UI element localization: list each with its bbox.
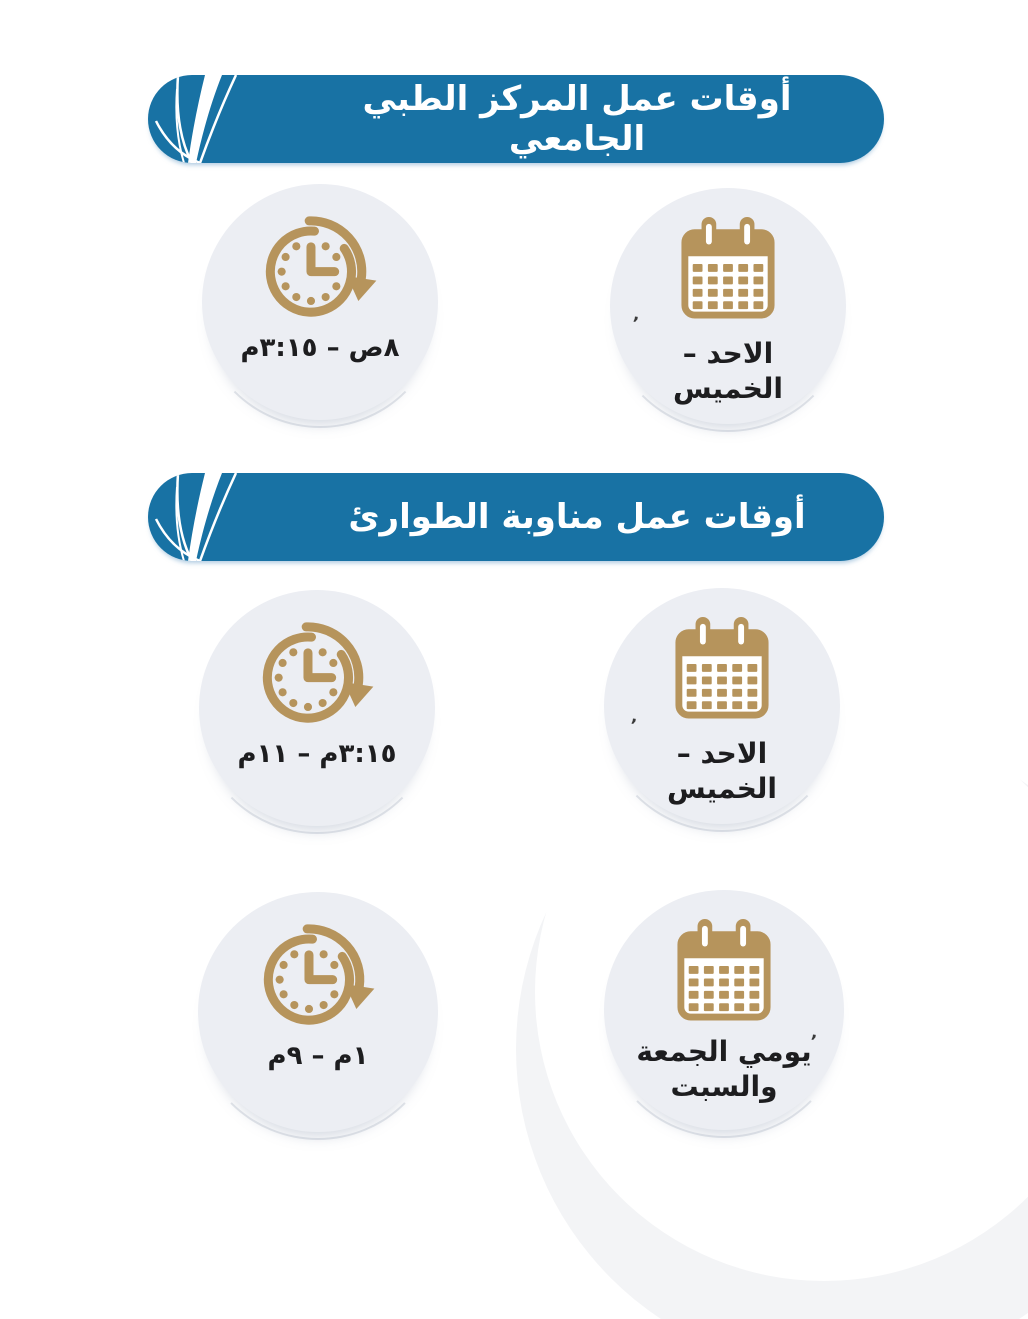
diacritic-mark: ʼ [808, 1031, 818, 1053]
days-card-emergency-friday-saturday [604, 890, 844, 1130]
clock-icon [253, 616, 381, 728]
days-value: الاحد – الخميس [666, 737, 778, 805]
days-card-medical-center [610, 188, 846, 424]
hours-card-emergency-weekend [198, 892, 438, 1132]
days-card-emergency-weekdays [604, 588, 840, 824]
diacritic-mark: ʼ [628, 715, 638, 737]
hours-card-medical-center [202, 184, 438, 420]
section-banner-emergency [148, 473, 884, 561]
hours-card-emergency-evening [199, 590, 435, 826]
clock-icon [254, 918, 382, 1030]
hours-value: ٣:١٥م – ١١م [237, 739, 397, 769]
section-title-medical-center: أوقات عمل المركز الطبي الجامعي [362, 79, 792, 159]
hours-value: ٨ص – ٣:١٥م [240, 333, 400, 363]
clock-icon [256, 210, 384, 322]
calendar-icon [673, 614, 771, 726]
days-value: يومي الجمعة والسبت [636, 1035, 812, 1103]
calendar-icon [675, 916, 773, 1028]
hours-value: ١م – ٩م [267, 1041, 369, 1071]
calendar-icon [679, 214, 777, 326]
section-banner-medical-center [148, 75, 884, 163]
diacritic-mark: ʼ [630, 313, 640, 335]
section-title-emergency: أوقات عمل مناوبة الطوارئ [348, 497, 806, 537]
days-value: الاحد – الخميس [672, 337, 784, 405]
